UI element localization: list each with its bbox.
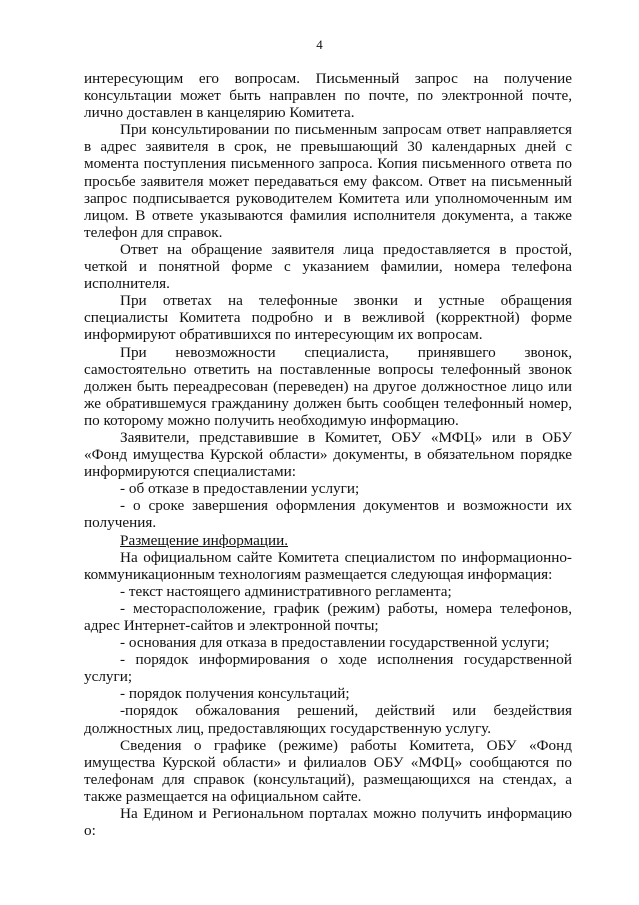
paragraph-text: - текст настоящего административного регламента; xyxy=(120,582,452,600)
paragraph-text: - порядок получения консультаций; xyxy=(120,685,350,703)
paragraph xyxy=(84,702,572,736)
paragraph-text: При ответах на телефонные звонки и устные обращения специалисты Комитета подробно и в вежливой (корректной) форме информируют обратившихся по интересующим их вопросам. xyxy=(84,292,572,344)
paragraph xyxy=(84,241,572,292)
paragraph-text: Сведения о графике (режиме) работы Комитета, ОБУ «Фонд имущества Курской области» и филиалов ОБУ «МФЦ» сообщаются по телефонам для справок (консультаций), размещающихся на стендах, а также размещается на официальном сайте. xyxy=(84,736,572,805)
paragraph xyxy=(84,70,572,121)
paragraph-text: - месторасположение, график (режим) работы, номера телефонов, адрес Интернет-сайтов и электронной почты; xyxy=(84,599,572,634)
paragraph xyxy=(84,497,572,531)
paragraph xyxy=(84,549,572,583)
paragraph-text: При консультировании по письменным запросам ответ направляется в адрес заявителя в срок, не превышающий 30 календарных дней с момента поступления письменного запроса. Копия письменного ответа по просьбе заявителя может передаваться ему факсом. Ответ на письменный запрос подписывается руководителем Комитета или уполномоченным им лицом. В ответе указываются фамилия исполнителя документа, а также телефон для справок. xyxy=(84,121,572,241)
paragraph-text: При невозможности специалиста, принявшего звонок, самостоятельно ответить на поставленные вопросы телефонный звонок должен быть переадресован (переведен) на другое должностное лицо или же обратившемуся гражданину должен быть сообщен телефонный номер, по которому можно получить необходимую информацию. xyxy=(84,343,572,429)
document-body xyxy=(84,70,572,839)
section-heading xyxy=(84,532,572,549)
paragraph-text: Заявители, представившие в Комитет, ОБУ «МФЦ» или в ОБУ «Фонд имущества Курской области» документы, в обязательном порядке информируются специалистами: xyxy=(84,428,572,481)
paragraph xyxy=(84,121,572,241)
paragraph xyxy=(84,737,572,805)
paragraph xyxy=(84,600,572,634)
paragraph xyxy=(84,292,572,343)
paragraph-text: На официальном сайте Комитета специалистом по информационно-коммуникационным технологиям размещается следующая информация: xyxy=(84,548,572,583)
paragraph xyxy=(84,344,572,429)
paragraph xyxy=(84,429,572,480)
paragraph-text: - основания для отказа в предоставлении государственной услуги; xyxy=(120,634,550,652)
paragraph xyxy=(84,805,572,839)
paragraph-text: - о сроке завершения оформления документов и возможности их получения. xyxy=(84,497,572,532)
paragraph xyxy=(84,634,572,651)
paragraph-text: - порядок информирования о ходе исполнения государственной услуги; xyxy=(84,651,572,686)
paragraph-text: -порядок обжалования решений, действий или бездействия должностных лиц, предоставляющих государственную услугу. xyxy=(84,702,572,737)
paragraph xyxy=(84,583,572,600)
paragraph xyxy=(84,651,572,685)
paragraph-text: - об отказе в предоставлении услуги; xyxy=(120,480,360,498)
paragraph-text: Размещение информации. xyxy=(120,531,289,549)
paragraph-text: интересующим его вопросам. Письменный запрос на получение консультации может быть направлен по почте, по электронной почте, лично доставлен в канцелярию Комитета. xyxy=(84,70,572,122)
paragraph-text: На Едином и Региональном порталах можно получить информацию о: xyxy=(84,805,572,840)
paragraph-text: Ответ на обращение заявителя лица предоставляется в простой, четкой и понятной форме с указанием фамилии, номера телефона исполнителя. xyxy=(84,240,572,293)
paragraph xyxy=(84,480,572,497)
page-number: 4 xyxy=(316,37,323,52)
paragraph xyxy=(84,685,572,702)
